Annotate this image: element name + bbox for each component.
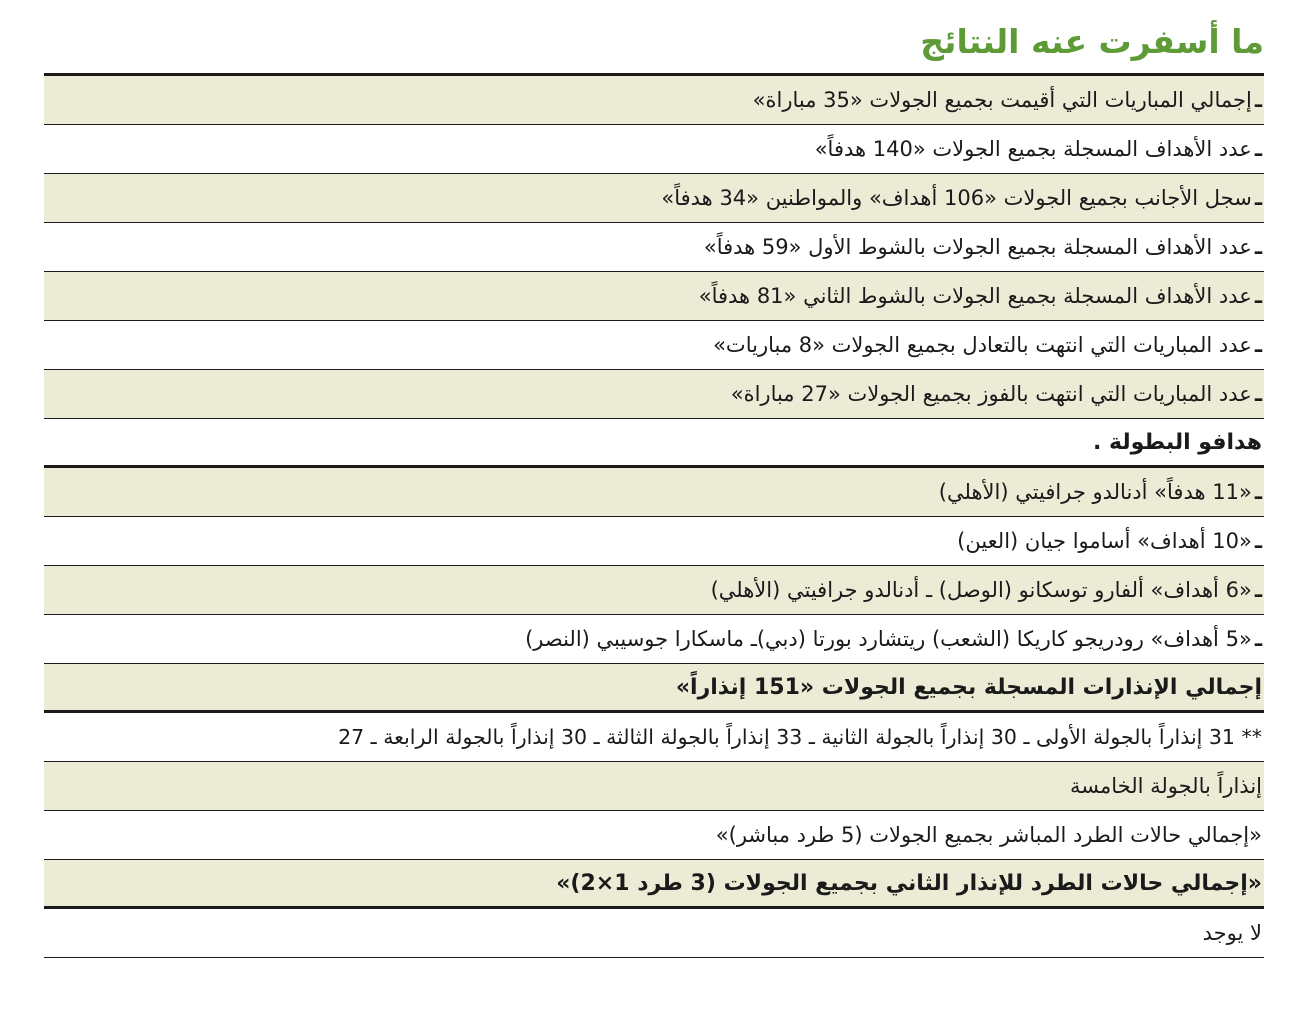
bullet-dash: ـ — [1254, 480, 1262, 504]
list-item-text: عدد الأهداف المسجلة بجميع الجولات «140 هدفاً» — [814, 137, 1252, 161]
bullet-dash: ـ — [1254, 578, 1262, 602]
list-item-text: إجمالي المباريات التي أقيمت بجميع الجولات «35 مباراة» — [752, 88, 1252, 112]
list-item-text: «10 أهداف» أساموا جيان (العين) — [957, 529, 1252, 553]
list-item-text: ** 31 إنذاراً بالجولة الأولى ـ 30 إنذاراً بالجولة الثانية ـ 33 إنذاراً بالجولة الثالثة ـ 30 إنذاراً بالجولة الرابعة ـ 27 — [338, 725, 1262, 749]
list-item-text: عدد المباريات التي انتهت بالتعادل بجميع الجولات «8 مباريات» — [713, 333, 1252, 357]
bullet-dash: ـ — [1254, 529, 1262, 553]
list-item-text: «11 هدفاً» أدنالدو جرافيتي (الأهلي) — [938, 480, 1252, 504]
warnings-breakdown — [44, 713, 1264, 762]
list-item — [44, 615, 1264, 664]
bullet-dash: ـ — [1254, 186, 1262, 210]
none-note — [44, 909, 1264, 958]
list-item-text: «إجمالي حالات الطرد للإنذار الثاني بجميع الجولات (3 طرد 1×2)» — [556, 870, 1262, 896]
bullet-dash: ـ — [1254, 284, 1262, 308]
bullet-dash: ـ — [1254, 627, 1262, 651]
list-item-text: «6 أهداف» ألفارو توسكانو (الوصل) ـ أدنالدو جرافيتي (الأهلي) — [710, 578, 1252, 602]
list-item — [44, 76, 1264, 125]
direct-red-cards — [44, 811, 1264, 860]
bullet-dash: ـ — [1254, 88, 1262, 112]
list-item — [44, 321, 1264, 370]
list-item-text: عدد المباريات التي انتهت بالفوز بجميع الجولات «27 مباراة» — [730, 382, 1252, 406]
list-item — [44, 517, 1264, 566]
scorers-heading — [44, 419, 1264, 468]
list-item-text: لا يوجد — [1202, 921, 1262, 945]
bullet-dash: ـ — [1254, 333, 1262, 357]
list-item-text: إجمالي الإنذارات المسجلة بجميع الجولات «151 إنذاراً» — [675, 674, 1262, 700]
list-item-text: سجل الأجانب بجميع الجولات «106 أهداف» والمواطنين «34 هدفاً» — [661, 186, 1252, 210]
second-yellow-red-cards — [44, 860, 1264, 909]
list-item-text: «إجمالي حالات الطرد المباشر بجميع الجولات (5 طرد مباشر)» — [715, 823, 1262, 847]
results-summary — [44, 0, 1264, 958]
warnings-total — [44, 664, 1264, 713]
list-item — [44, 272, 1264, 321]
list-item — [44, 223, 1264, 272]
list-item — [44, 468, 1264, 517]
warnings-breakdown-continued — [44, 762, 1264, 811]
list-item-text: إنذاراً بالجولة الخامسة — [1070, 774, 1262, 798]
page-title: ما أسفرت عنه النتائج — [920, 22, 1264, 61]
section-heading-text: هدافو البطولة . — [1093, 429, 1262, 455]
list-item — [44, 370, 1264, 419]
bullet-dash: ـ — [1254, 382, 1262, 406]
list-item — [44, 125, 1264, 174]
list-item-text: عدد الأهداف المسجلة بجميع الجولات بالشوط الثاني «81 هدفاً» — [698, 284, 1252, 308]
list-item — [44, 174, 1264, 223]
bullet-dash: ـ — [1254, 137, 1262, 161]
list-item-text: «5 أهداف» رودريجو كاريكا (الشعب) ريتشارد بورتا (دبي)ـ ماسكارا جوسيبي (النصر) — [525, 627, 1252, 651]
list-item — [44, 566, 1264, 615]
results-list — [44, 73, 1264, 958]
list-item-text: عدد الأهداف المسجلة بجميع الجولات بالشوط الأول «59 هدفاً» — [703, 235, 1252, 259]
bullet-dash: ـ — [1254, 235, 1262, 259]
